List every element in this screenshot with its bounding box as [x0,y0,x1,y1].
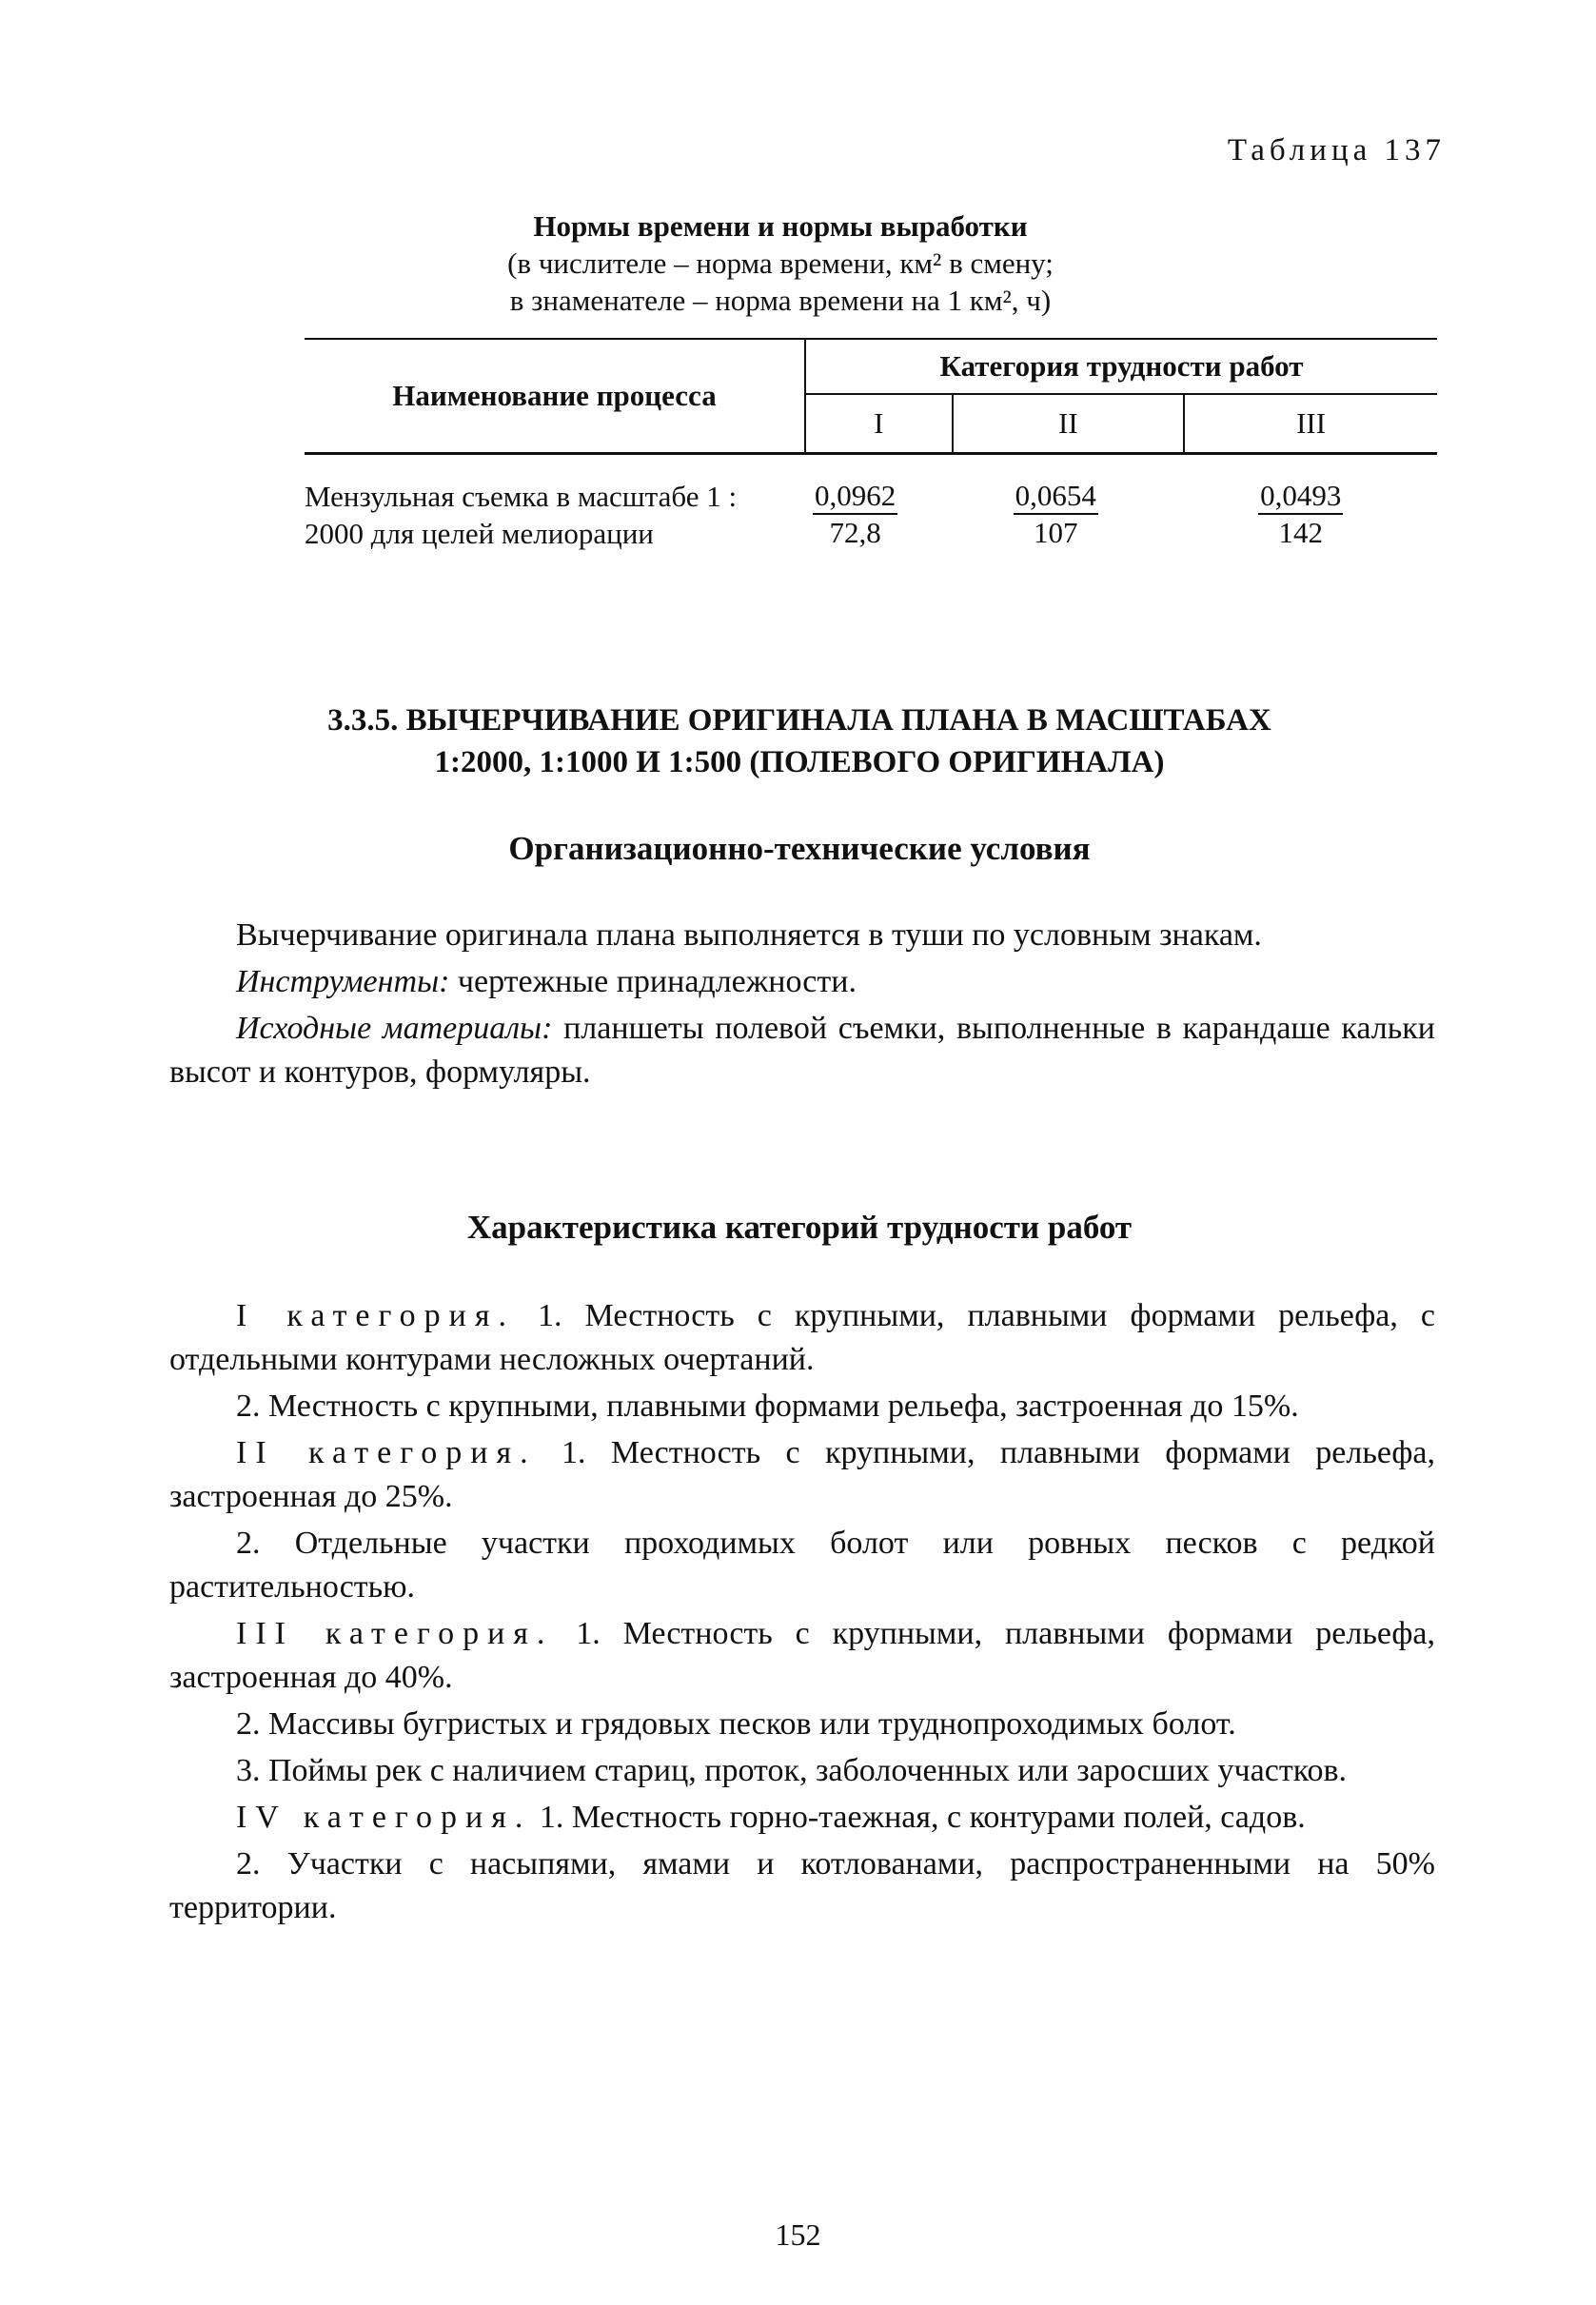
category-2-label: II категория. [236,1435,537,1470]
fraction-numerator: 0,0962 [813,478,897,515]
fraction-value [813,478,897,550]
categories-body [169,1294,1435,1930]
cell-category-1 [805,454,953,553]
table-number-label: Таблица 137 [1227,133,1446,167]
fraction-numerator: 0,0493 [1258,478,1343,515]
fraction-denominator: 107 [1033,516,1078,549]
categories-heading: Характеристика категорий трудности работ [466,1209,1133,1246]
category-4-text-1: 1. Местность горно-таежная, с контурами полей, садов. [531,1800,1306,1835]
table-caption-line-3: в знаменателе – норма времени на 1 км², ч) [509,284,1052,317]
section-title-line-1: 3.3.5. ВЫЧЕРЧИВАНИЕ ОРИГИНАЛА ПЛАНА В МАСШТАБАХ [327,703,1271,738]
category-1-label: I категория. [236,1298,515,1333]
header-category-1: I [805,394,953,454]
materials-text: планшеты полевой съемки, выполненные в карандаше кальки высот и контуров, формуляры. [169,1011,1435,1090]
fraction-numerator: 0,0654 [1014,478,1098,515]
fraction-value [1258,478,1343,550]
header-process-name: Наименование процесса [305,339,805,454]
category-3-text-1: 1. Местность с крупными, плавными формами рельефа, застроенная до 40%. [169,1616,1435,1695]
category-3-paragraph-1 [169,1612,1435,1700]
category-2-text-1: 1. Местность с крупными, плавными формами рельефа, застроенная до 25%. [169,1435,1435,1514]
section-title-line-2: 1:2000, 1:1000 И 1:500 (ПОЛЕВОГО ОРИГИНАЛА) [434,745,1165,779]
cell-category-3 [1184,454,1437,553]
tools-label: Инструменты: [236,964,450,999]
section-title [238,699,1361,783]
org-conditions-body [169,914,1435,1094]
fraction-denominator: 142 [1278,516,1324,549]
table-caption [305,207,1256,319]
org-conditions-paragraph: Вычерчивание оригинала плана выполняется в туши по условным знакам. [236,917,1262,953]
page-number: 152 [775,2217,821,2252]
tools-paragraph [169,960,1435,1004]
norms-table [305,338,1437,552]
category-2-paragraph-2: 2. Отдельные участки проходимых болот или ровных песков с редкой растительностью. [169,1526,1435,1605]
row-process-name: Мензульная съемка в масштабе 1 : 2000 для целей мелиорации [305,480,738,550]
category-4-paragraph-1 [169,1796,1435,1840]
category-3-label: III категория. [236,1616,554,1651]
tools-text: чертежные принадлежности. [449,964,857,999]
header-difficulty-category: Категория трудности работ [805,339,1437,394]
org-conditions-heading: Организационно-технические условия [508,830,1091,867]
header-category-3: III [1184,394,1437,454]
header-category-2: II [953,394,1185,454]
table-caption-line-2: (в числителе – норма времени, км² в смену; [507,246,1054,280]
fraction-value [1014,478,1098,550]
materials-label: Исходные материалы: [236,1011,553,1046]
category-3-paragraph-3: 3. Поймы рек с наличием стариц, проток, заболоченных или заросших участков. [236,1753,1348,1788]
category-2-paragraph-1 [169,1431,1435,1519]
category-4-paragraph-2: 2. Участки с насыпями, ямами и котлованами, распространенными на 50% территории. [169,1846,1435,1925]
category-3-paragraph-2: 2. Массивы бугристых и грядовых песков или труднопроходимых болот. [236,1706,1236,1742]
materials-paragraph [169,1007,1435,1094]
category-4-label: IV категория. [236,1800,532,1835]
category-1-paragraph-1 [169,1294,1435,1382]
category-1-text-1: 1. Местность с крупными, плавными формами рельефа, с отдельными контурами несложных очертаний. [169,1298,1436,1377]
table-caption-title: Нормы времени и нормы выработки [533,209,1028,243]
table-row [305,454,1437,553]
fraction-denominator: 72,8 [829,516,881,549]
category-1-paragraph-2: 2. Местность с крупными, плавными формами рельефа, застроенная до 15%. [236,1389,1299,1424]
cell-category-2 [953,454,1185,553]
